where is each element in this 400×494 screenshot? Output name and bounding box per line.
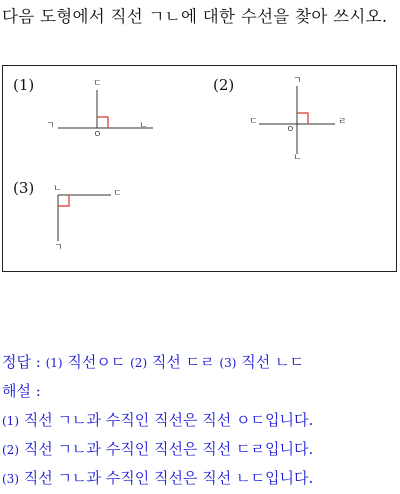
figure-2-lines: [259, 86, 335, 154]
explanation-2: [2, 435, 398, 464]
figure-3-lines: [58, 195, 111, 241]
answer-line: [2, 348, 398, 377]
figure-1-point-center: ㅇ: [93, 130, 102, 140]
figure-3-label: (3): [13, 179, 35, 197]
answer-section: [2, 348, 398, 493]
figure-1-label: (1): [13, 76, 35, 94]
answer-1-num: (1): [45, 356, 63, 370]
explanation-2-text: 직선 ㄱㄴ과 수직인 직선은 직선 ㄷㄹ입니다.: [23, 440, 314, 458]
explanation-3-num: (3): [2, 472, 19, 486]
figure-1-point-left: ㄱ: [46, 121, 55, 131]
explanation-3: [2, 464, 398, 493]
explanation-1-num: (1): [2, 414, 19, 428]
explanation-2-num: (2): [2, 443, 19, 457]
figure-2-point-center: ㅇ: [286, 125, 295, 135]
answer-2-text: 직선 ㄷㄹ: [151, 353, 215, 371]
answer-1-text: 직선ㅇㄷ: [67, 353, 126, 371]
right-angle-mark-3: [58, 195, 69, 206]
figure-3-point-bottom: ㄱ: [54, 243, 63, 253]
right-angle-mark-2: [297, 113, 308, 124]
question-text: 다음 도형에서 직선 ㄱㄴ에 대한 수선을 찾아 쓰시오.: [2, 7, 388, 26]
figure-1-point-right: ㄴ: [139, 121, 148, 131]
figure-3-point-right: ㄷ: [113, 189, 122, 199]
explanation-label: 해설 :: [2, 382, 41, 400]
figure-2-point-top: ㄱ: [293, 76, 302, 86]
figure-box: [2, 65, 397, 272]
explanation-1: [2, 406, 398, 435]
answer-3-text: 직선 ㄴㄷ: [241, 353, 304, 371]
answer-2-num: (2): [130, 356, 148, 370]
answer-3-num: (3): [219, 356, 237, 370]
figure-1-point-top: ㄷ: [93, 79, 102, 89]
figure-2-point-left: ㄷ: [249, 117, 258, 127]
figures-drawing: [3, 66, 398, 273]
explanation-3-text: 직선 ㄱㄴ과 수직인 직선은 직선 ㄴㄷ입니다.: [23, 469, 314, 487]
figure-2-point-right: ㄹ: [338, 117, 347, 127]
right-angle-mark-1: [97, 117, 108, 128]
figure-2-point-bottom: ㄴ: [293, 153, 302, 163]
answer-label: 정답 :: [2, 353, 41, 371]
figure-3-point-corner: ㄴ: [53, 184, 62, 194]
explanation-1-text: 직선 ㄱㄴ과 수직인 직선은 직선 ㅇㄷ입니다.: [23, 411, 314, 429]
figure-2-label: (2): [213, 76, 235, 94]
